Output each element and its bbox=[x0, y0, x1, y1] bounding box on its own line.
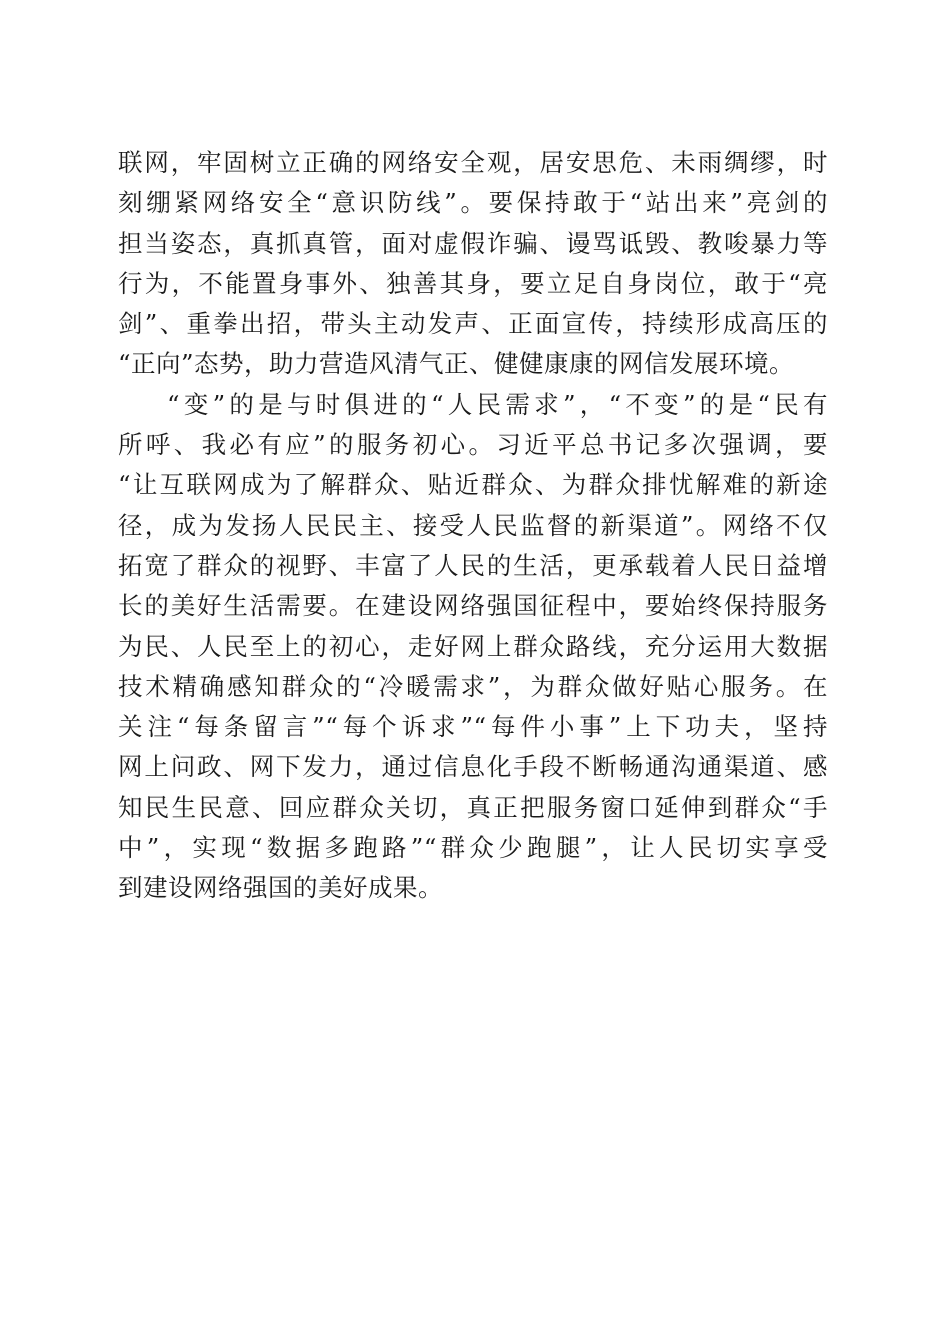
text-line: 知民生民意、回应群众关切，真正把服务窗口延伸到群众“手 bbox=[118, 792, 828, 822]
text-line: 到建设网络强国的美好成果。 bbox=[118, 873, 443, 903]
paragraph-1 bbox=[118, 143, 828, 385]
text-line: 中”，实现“数据多跑路”“群众少跑腿”，让人民切实享受 bbox=[118, 833, 828, 863]
text-line: 联网，牢固树立正确的网络安全观，居安思危、未雨绸缪，时 bbox=[118, 148, 828, 177]
text-line: 长的美好生活需要。在建设网络强国征程中，要始终保持服务 bbox=[118, 591, 828, 621]
text-line: “变”的是与时俱进的“人民需求”，“不变”的是“民有 bbox=[167, 389, 828, 419]
text-line: 关注“每条留言”“每个诉求”“每件小事”上下功夫，坚持 bbox=[118, 712, 828, 742]
text-line: 所呼、我必有应”的服务初心。习近平总书记多次强调，要 bbox=[118, 430, 828, 460]
text-line: 技术精确感知群众的“冷暖需求”，为群众做好贴心服务。在 bbox=[118, 671, 828, 701]
text-line: “让互联网成为了解群众、贴近群众、为群众排忧解难的新途 bbox=[118, 470, 828, 500]
text-line: 拓宽了群众的视野、丰富了人民的生活，更承载着人民日益增 bbox=[118, 550, 828, 580]
text-line: 剑”、重拳出招，带头主动发声、正面宣传，持续形成高压的 bbox=[118, 309, 828, 339]
document-body bbox=[118, 143, 828, 909]
text-line: 网上问政、网下发力，通过信息化手段不断畅通沟通渠道、感 bbox=[118, 752, 828, 782]
text-line: 为民、人民至上的初心，走好网上群众路线，充分运用大数据 bbox=[118, 631, 828, 661]
text-line: 行为，不能置身事外、独善其身，要立足自身岗位，敢于“亮 bbox=[118, 268, 828, 298]
text-line: “正向”态势，助力营造风清气正、健健康康的网信发展环境。 bbox=[118, 349, 795, 379]
text-line: 刻绷紧网络安全“意识防线”。要保持敢于“站出来”亮剑的 bbox=[118, 188, 828, 218]
text-line: 担当姿态，真抓真管，面对虚假诈骗、谩骂诋毁、教唆暴力等 bbox=[118, 228, 828, 258]
text-line: 径，成为发扬人民民主、接受人民监督的新渠道”。网络不仅 bbox=[118, 510, 828, 540]
paragraph-2 bbox=[118, 385, 828, 909]
